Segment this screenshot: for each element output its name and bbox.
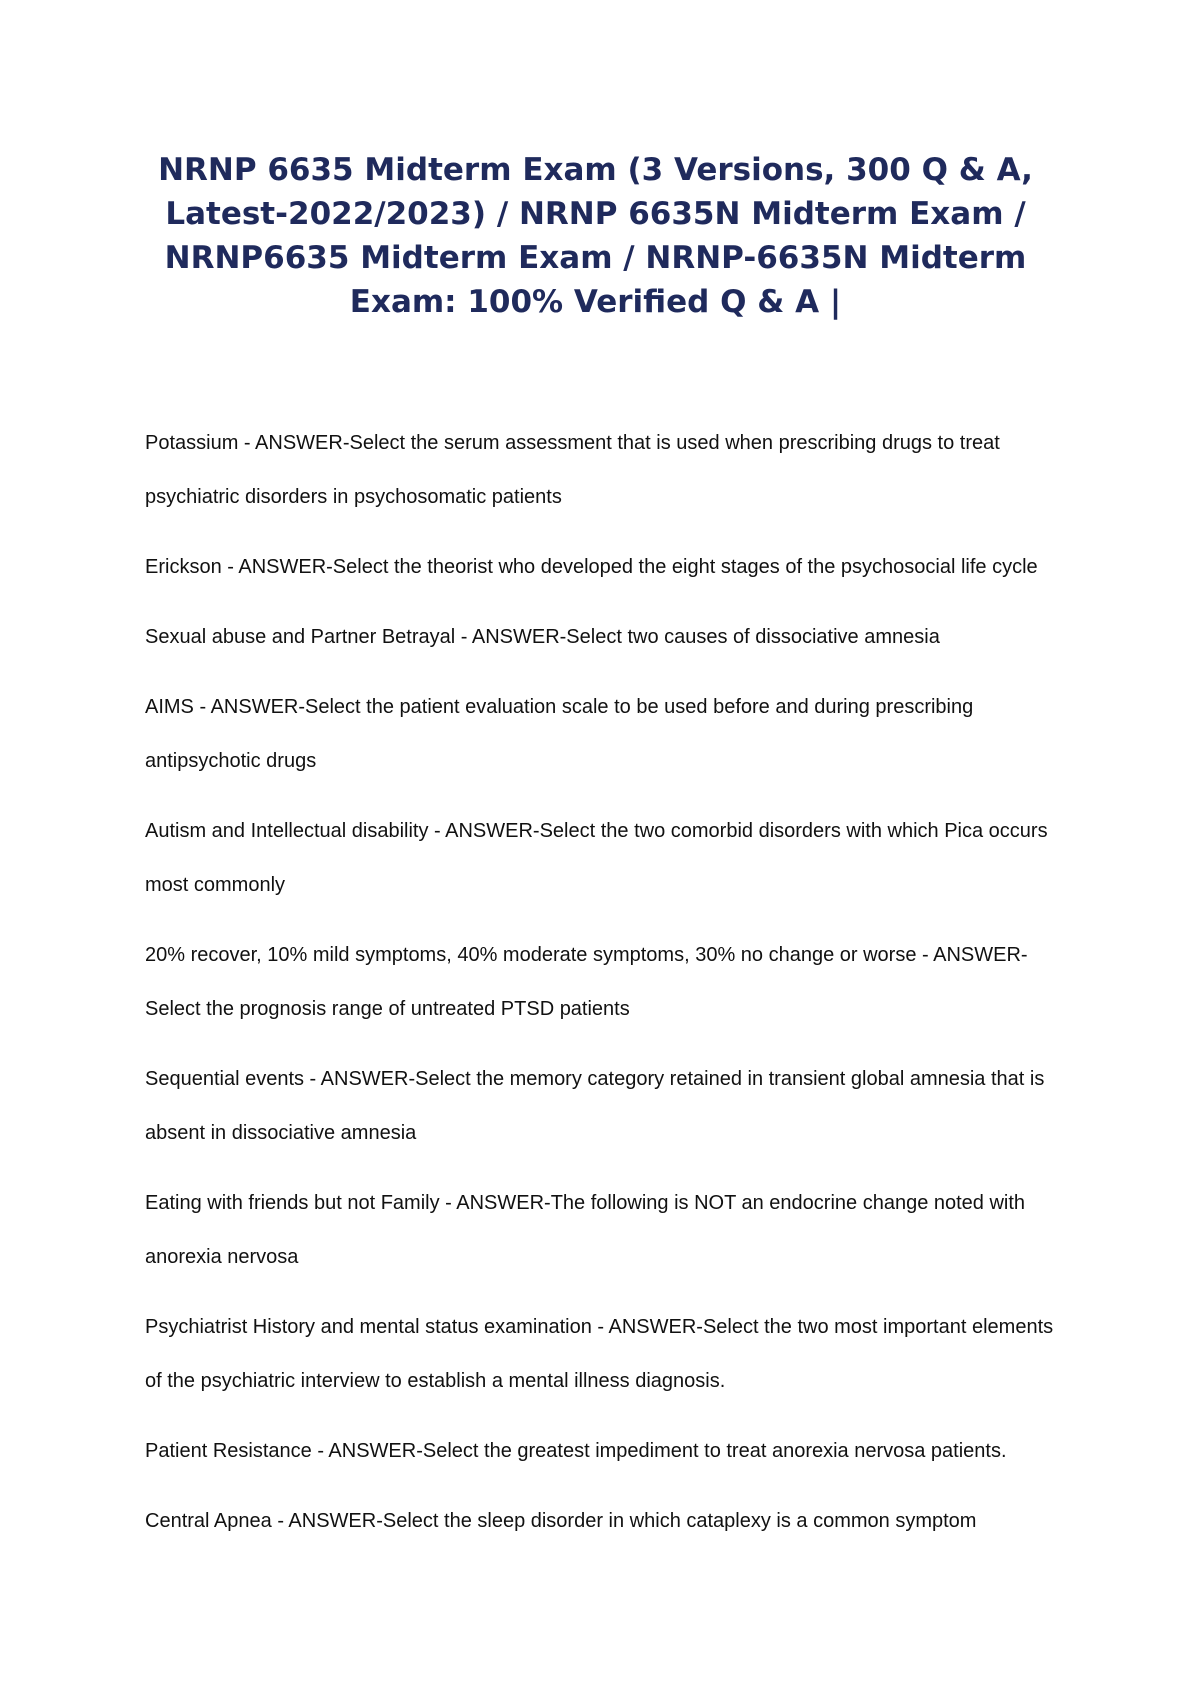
- qa-item: Erickson - ANSWER-Select the theorist who developed the eight stages of the psychosocial life cycle: [145, 556, 1038, 578]
- qa-item: Autism and Intellectual disability - ANSWER-Select the two comorbid disorders with which Pica occurs most commonly: [145, 820, 1048, 896]
- qa-item: Sequential events - ANSWER-Select the memory category retained in transient global amnesia that is absent in dissociative amnesia: [145, 1068, 1045, 1144]
- qa-list: [145, 416, 1075, 1564]
- qa-item: Eating with friends but not Family - ANSWER-The following is NOT an endocrine change noted with anorexia nervosa: [145, 1192, 1026, 1268]
- qa-item: Psychiatrist History and mental status examination - ANSWER-Select the two most important elements of the psychiatric interview to establish a mental illness diagnosis.: [145, 1316, 1054, 1392]
- qa-item: Potassium - ANSWER-Select the serum assessment that is used when prescribing drugs to treat psychiatric disorders in psychosomatic patients: [145, 432, 1000, 508]
- qa-item: Patient Resistance - ANSWER-Select the greatest impediment to treat anorexia nervosa patients.: [145, 1440, 1007, 1462]
- document-title: NRNP 6635 Midterm Exam (3 Versions, 300 Q & A, Latest-2022/2023) / NRNP 6635N Midterm Exam / NRNP6635 Midterm Exam / NRNP-6635N Midterm Exam: 100% Verified Q & A |: [158, 152, 1033, 320]
- qa-item: Sexual abuse and Partner Betrayal - ANSWER-Select two causes of dissociative amnesia: [145, 626, 940, 648]
- qa-item: Central Apnea - ANSWER-Select the sleep disorder in which cataplexy is a common symptom: [145, 1510, 977, 1532]
- qa-item: 20% recover, 10% mild symptoms, 40% moderate symptoms, 30% no change or worse - ANSWER-Select the prognosis range of untreated PTSD patients: [145, 944, 1028, 1020]
- qa-item: AIMS - ANSWER-Select the patient evaluation scale to be used before and during prescribing antipsychotic drugs: [145, 696, 974, 772]
